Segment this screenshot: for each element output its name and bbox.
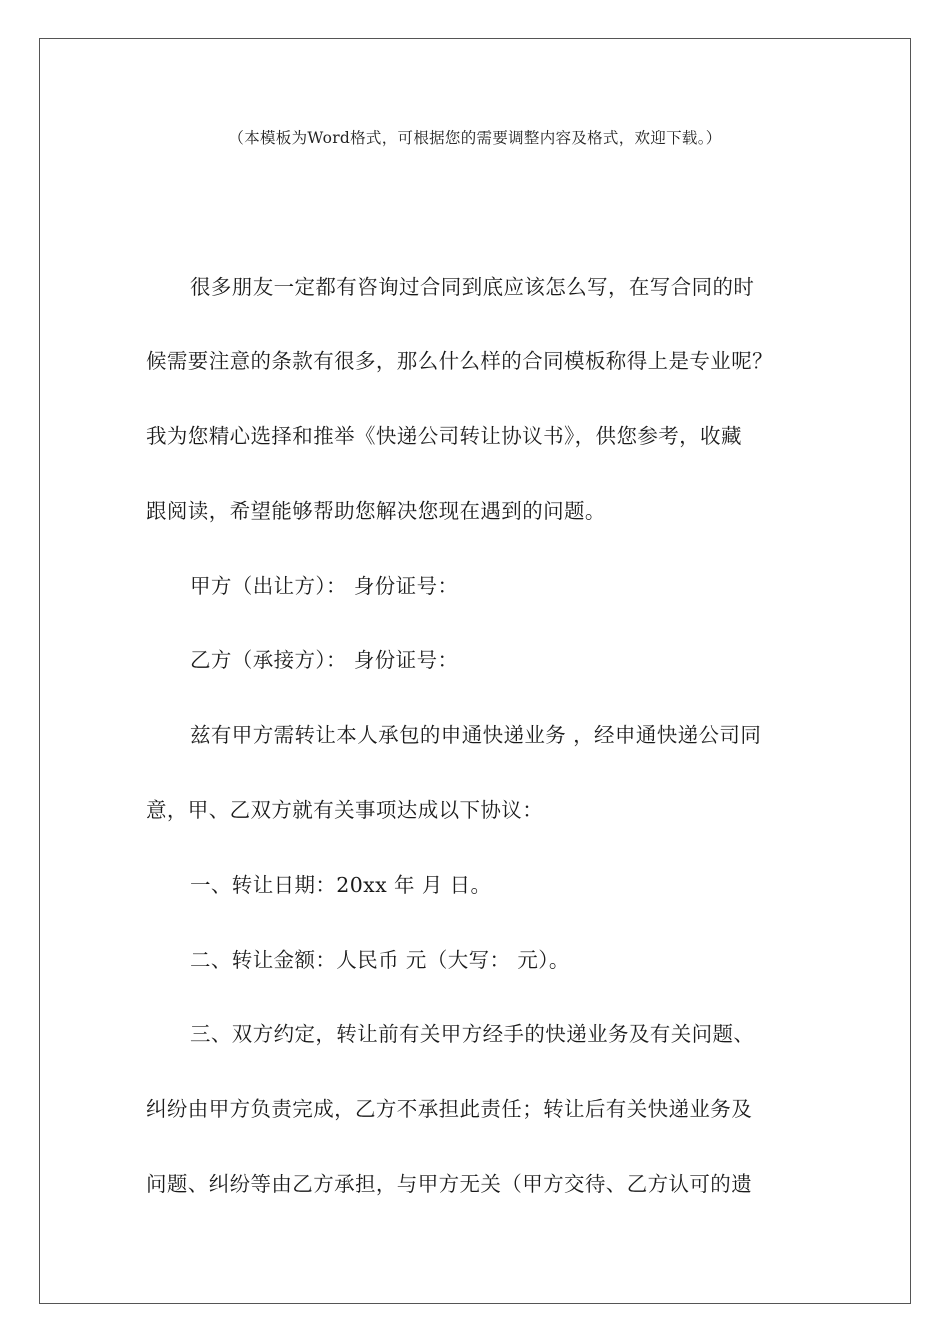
clause-2-transfer-amount: 二、转让金额：人民币 元（大写： 元）。 [190,948,570,972]
clause-3-line-1: 三、双方约定，转让前有关甲方经手的快递业务及有关问题、 [190,1022,755,1046]
agreement-intro-line-1: 兹有甲方需转让本人承包的申通快递业务 ，经申通快递公司同 [190,723,762,747]
agreement-intro-line-2: 意，甲、乙双方就有关事项达成以下协议： [146,798,544,822]
party-b-line: 乙方（承接方）： 身份证号： [190,648,459,672]
clause-3-line-3: 问题、纠纷等由乙方承担，与甲方无关（甲方交待、乙方认可的遗 [146,1172,753,1196]
intro-line-3: 我为您精心选择和推举《快递公司转让协议书》，供您参考，收藏 [146,424,742,448]
intro-line-1: 很多朋友一定都有咨询过合同到底应该怎么写，在写合同的时 [190,275,755,299]
clause-1-transfer-date: 一、转让日期：20xx 年 月 日。 [190,873,492,897]
intro-line-2: 候需要注意的条款有很多，那么什么样的合同模板称得上是专业呢？ [146,349,773,373]
intro-line-4: 跟阅读，希望能够帮助您解决您现在遇到的问题。 [146,499,606,523]
party-a-line: 甲方（出让方）： 身份证号： [190,574,459,598]
clause-3-line-2: 纠纷由甲方负责完成，乙方不承担此责任；转让后有关快递业务及 [146,1097,753,1121]
template-note: （本模板为Word格式，可根据您的需要调整内容及格式，欢迎下载。） [228,129,722,147]
